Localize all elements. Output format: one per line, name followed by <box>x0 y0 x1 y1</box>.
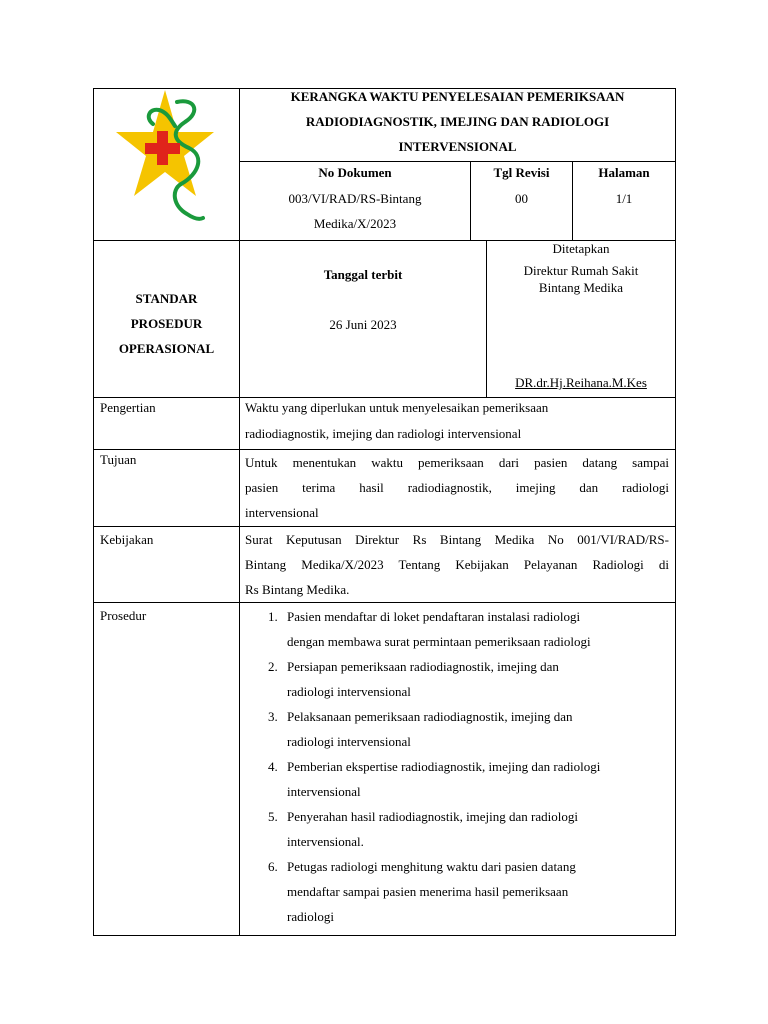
tujuan-line-3: intervensional <box>245 505 319 520</box>
tujuan-line-2: pasien terima hasil radiodiagnostik, imejing dan radiologi <box>245 480 669 495</box>
no-dokumen-label: No Dokumen <box>318 165 392 180</box>
list-item-line: intervensional <box>287 784 361 799</box>
list-item-number: 5. <box>268 809 278 824</box>
list-item-line: Pasien mendaftar di loket pendaftaran instalasi radiologi <box>287 609 581 624</box>
pengertian-line-1: Waktu yang diperlukan untuk menyelesaikan pemeriksaan <box>245 400 549 415</box>
sop-label-line-2: PROSEDUR <box>130 316 203 331</box>
list-item-line: radiologi <box>287 909 334 924</box>
tujuan-line-1: Untuk menentukan waktu pemeriksaan dari pasien datang sampai <box>245 455 669 470</box>
list-item-line: Pelaksanaan pemeriksaan radiodiagnostik, imejing dan <box>287 709 573 724</box>
prosedur-label: Prosedur <box>100 608 147 623</box>
kebijakan-line-1: Surat Keputusan Direktur Rs Bintang Medika No 001/VI/RAD/RS- <box>245 532 669 547</box>
list-item-line: Persiapan pemeriksaan radiodiagnostik, imejing dan <box>287 659 559 674</box>
list-item-line: dengan membawa surat permintaan pemeriksaan radiologi <box>287 634 591 649</box>
tanggal-terbit-value: 26 Juni 2023 <box>329 317 397 332</box>
signatory-title-line-1: Direktur Rumah Sakit <box>523 263 639 278</box>
sop-label-line-3: OPERASIONAL <box>118 341 215 356</box>
list-item-line: Petugas radiologi menghitung waktu dari pasien datang <box>287 859 576 874</box>
tgl-revisi-label: Tgl Revisi <box>493 165 550 180</box>
halaman-value: 1/1 <box>615 191 633 206</box>
ditetapkan-label: Ditetapkan <box>552 241 610 256</box>
list-item-number: 2. <box>268 659 278 674</box>
pengertian-label: Pengertian <box>100 400 156 415</box>
cross-horizontal <box>145 143 180 154</box>
tanggal-terbit-label: Tanggal terbit <box>323 267 403 282</box>
signatory-title-line-2: Bintang Medika <box>538 280 624 295</box>
list-item-line: Penyerahan hasil radiodiagnostik, imejing dan radiologi <box>287 809 578 824</box>
list-item <box>245 754 665 804</box>
kebijakan-label: Kebijakan <box>100 532 154 547</box>
table-border-left <box>93 88 94 936</box>
divider-left-column <box>239 88 240 936</box>
document-title-line-2: RADIODIAGNOSTIK, IMEJING DAN RADIOLOGI <box>305 114 610 129</box>
no-dokumen-value-line-2: Medika/X/2023 <box>313 216 397 231</box>
kebijakan-line-3: Rs Bintang Medika. <box>245 582 350 597</box>
tujuan-label: Tujuan <box>100 452 137 467</box>
pengertian-line-2: radiodiagnostik, imejing dan radiologi intervensional <box>245 426 522 441</box>
list-item-number: 3. <box>268 709 278 724</box>
tgl-revisi-value: 00 <box>515 191 528 206</box>
table-border-right <box>675 88 676 936</box>
list-item <box>245 654 665 704</box>
list-item-line: radiologi intervensional <box>287 734 411 749</box>
list-item-line: mendaftar sampai pasien menerima hasil pemeriksaan <box>287 884 569 899</box>
list-item <box>245 604 665 654</box>
divider-kebijakan <box>93 602 676 603</box>
document-title-line-1: KERANGKA WAKTU PENYELESAIAN PEMERIKSAAN <box>290 89 625 104</box>
list-item <box>245 854 665 929</box>
star-caduceus-red-cross-logo <box>115 88 217 223</box>
list-item-number: 1. <box>268 609 278 624</box>
list-item-number: 4. <box>268 759 278 774</box>
list-item <box>245 804 665 854</box>
sop-label-line-1: STANDAR <box>135 291 198 306</box>
prosedur-list <box>245 604 665 929</box>
kebijakan-line-2: Bintang Medika/X/2023 Tentang Kebijakan Pelayanan Radiologi di <box>245 557 669 572</box>
list-item-number: 6. <box>268 859 278 874</box>
list-item <box>245 704 665 754</box>
no-dokumen-value-line-1: 003/VI/RAD/RS-Bintang <box>288 191 422 206</box>
document-title-line-3: INTERVENSIONAL <box>398 139 517 154</box>
list-item-line: radiologi intervensional <box>287 684 411 699</box>
halaman-label: Halaman <box>598 165 650 180</box>
table-border-bottom <box>93 935 676 936</box>
list-item-line: intervensional. <box>287 834 364 849</box>
sop-document <box>93 88 676 936</box>
list-item-line: Pemberian ekspertise radiodiagnostik, imejing dan radiologi <box>287 759 601 774</box>
signatory-name: DR.dr.Hj.Reihana.M.Kes <box>515 375 647 390</box>
